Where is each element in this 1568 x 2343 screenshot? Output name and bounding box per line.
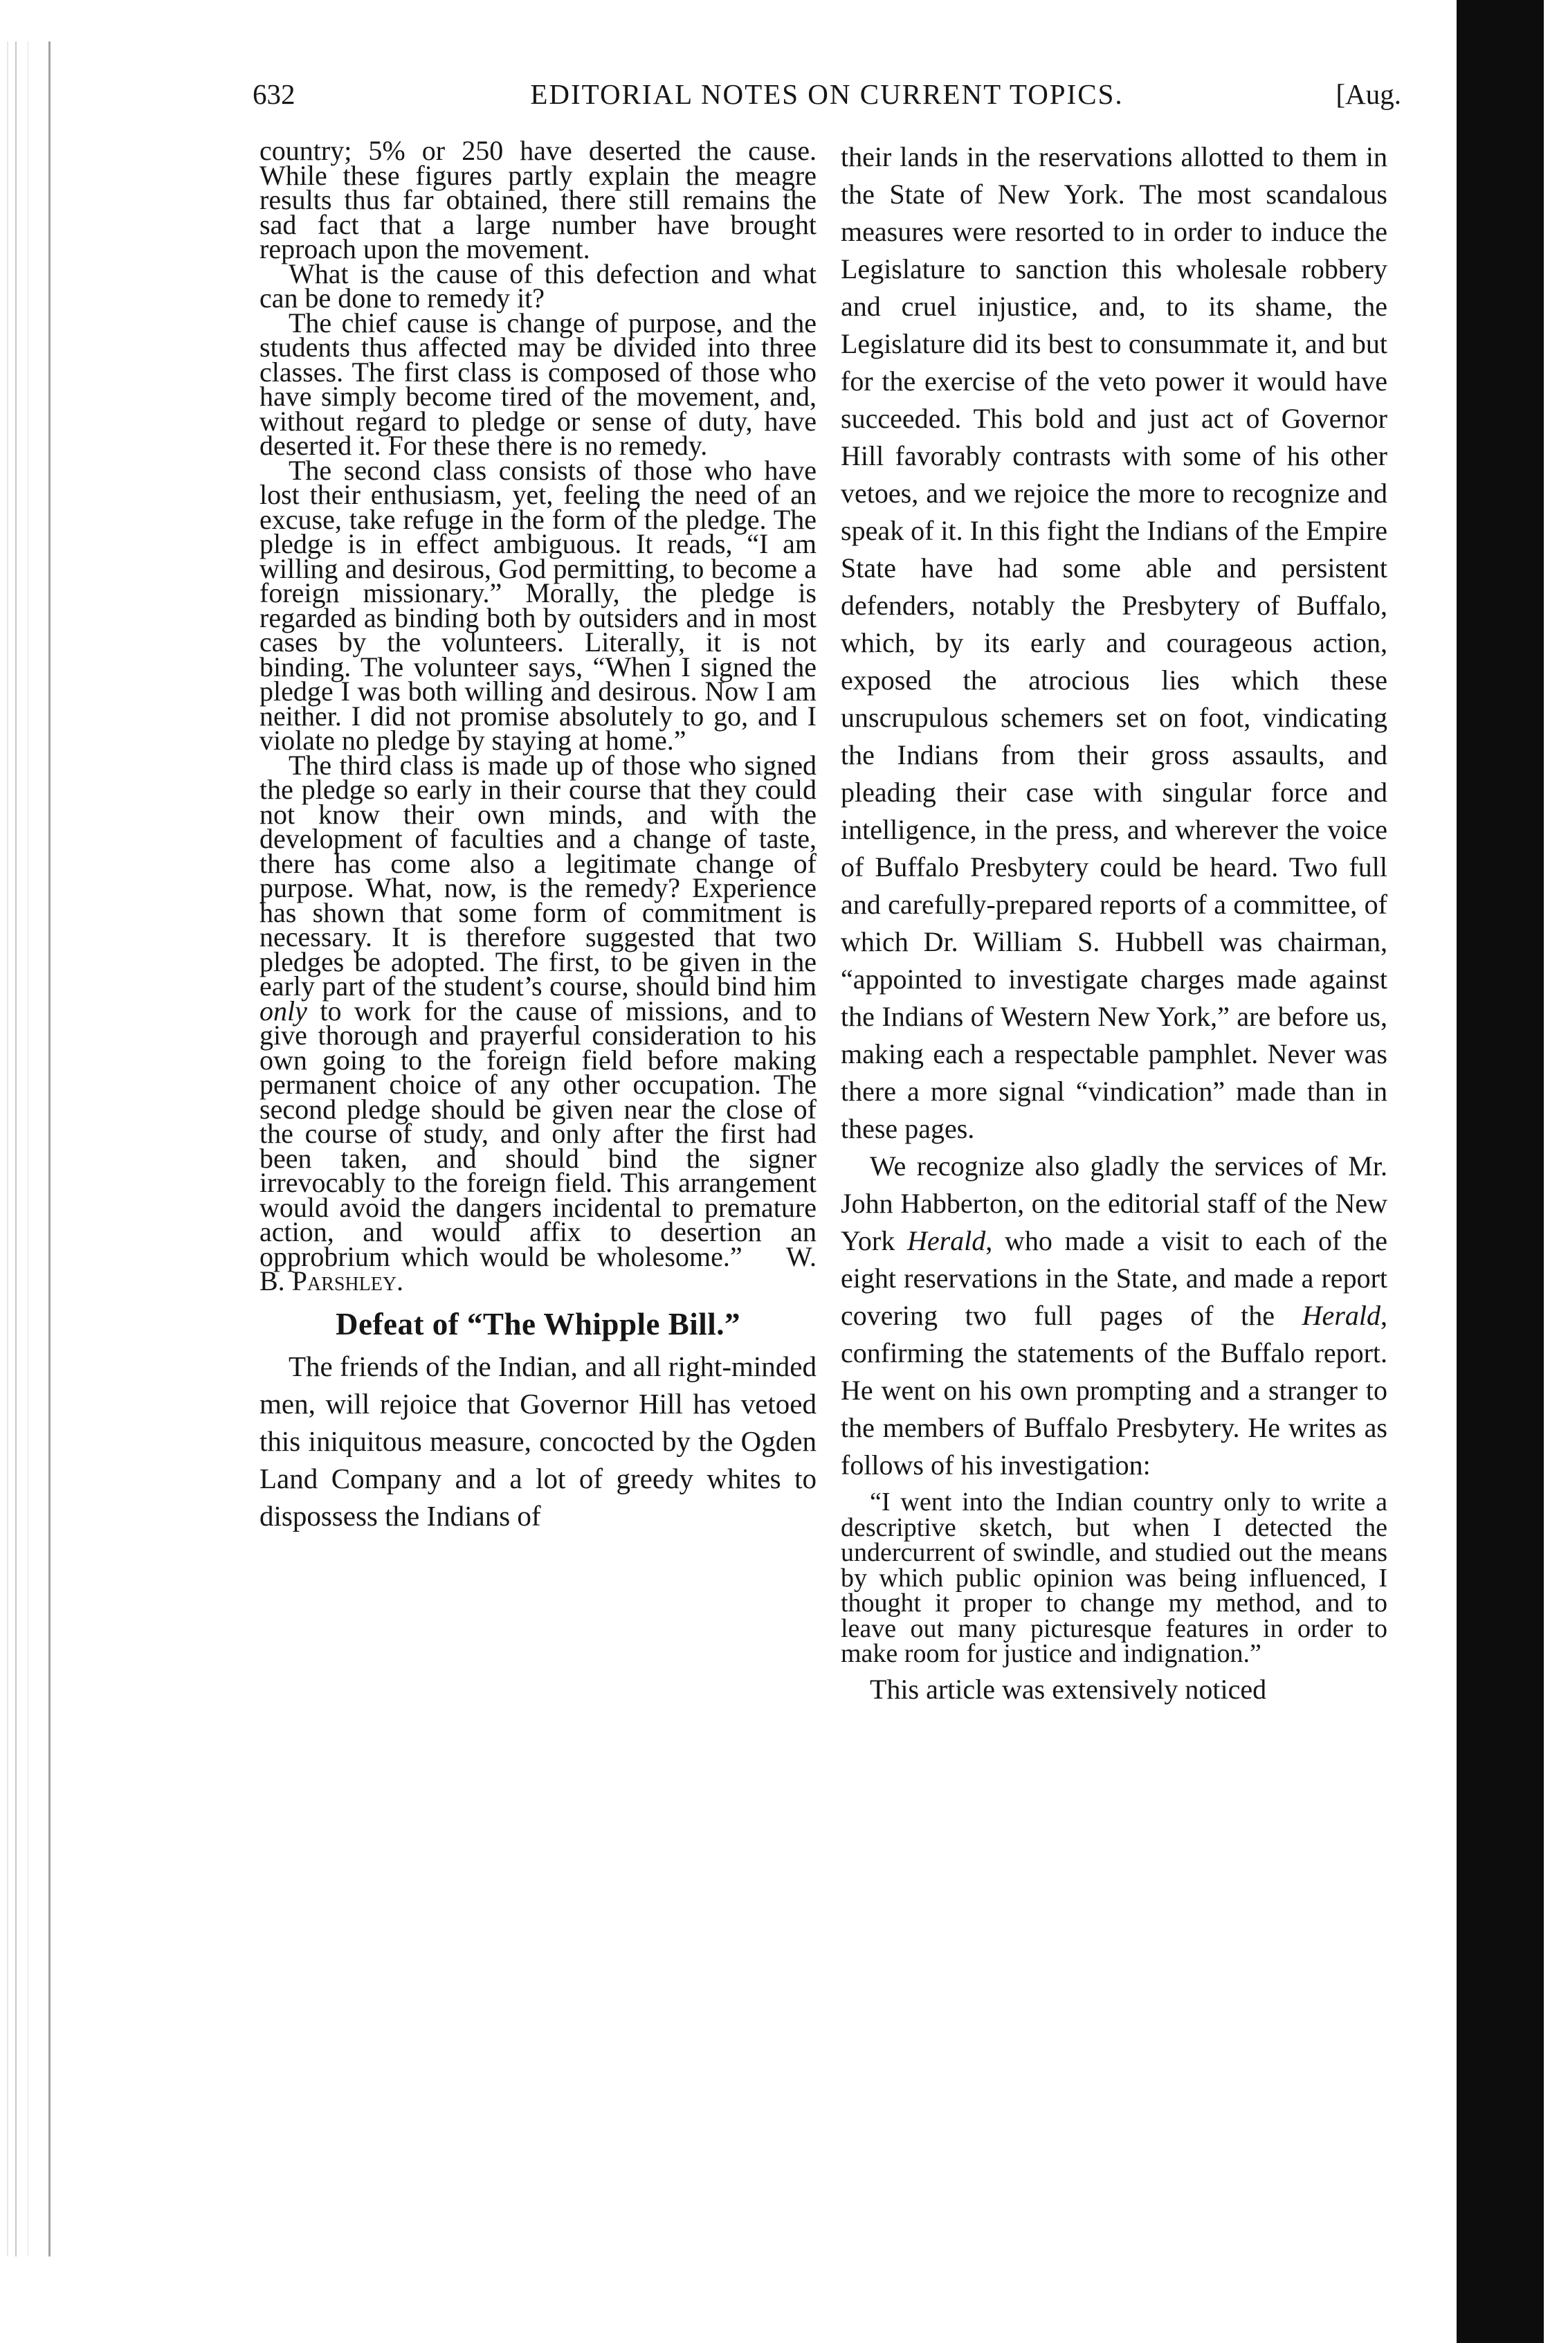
scan-border-bar: [1457, 0, 1544, 2343]
left-column: [259, 135, 817, 1535]
right-column: [841, 138, 1387, 1708]
issue-month: [Aug.: [1335, 78, 1401, 110]
running-header: [253, 78, 1401, 119]
paragraph: What is the cause of this defection and what can be done to remedy it?: [259, 257, 817, 314]
paragraph: This article was extensively noticed: [870, 1673, 1267, 1705]
italic-word: Herald: [906, 1225, 986, 1256]
author-signature: W. B. Parshley.: [259, 1240, 817, 1296]
paragraph: [259, 749, 817, 1296]
paragraph: The friends of the Indian, and all right-minded men, will rejoice that Governor Hill has vetoed this iniquitous measure, concocted by the Ogden Land Company and a lot of greedy whites to dispossess the Indians of: [259, 1350, 817, 1532]
text-run: We recognize also gladly the services of Mr. John Habberton, on the editorial staff of the New York: [841, 1150, 1387, 1256]
running-title: EDITORIAL NOTES ON CURRENT TOPICS.: [530, 78, 1124, 110]
text-run: to work for the cause of missions, and to give thorough and prayerful consideration to his own going to the foreign field before making permanent choice of any other occupation. The second pledge should be given near the close of the course of study, and only after the first had been taken, and should bind the signer irrevocably to the foreign field. This arrangement would avoid the dangers incidental to premature action, and would affix to desertion an opprobrium which would be wholesome.”: [259, 995, 817, 1272]
italic-word: Herald: [1302, 1300, 1380, 1331]
paragraph: country; 5% or 250 have deserted the cause. While these figures partly explain the meagre results thus far obtained, there still remains the sad fact that a large number have brought reproach upon the movement.: [259, 135, 817, 264]
paragraph: The chief cause is change of purpose, and the students thus affected may be divided into three classes. The first class is composed of those who have simply become tired of the movement, and, without regard to pledge or sense of duty, have deserted it. For these there is no remedy.: [259, 307, 817, 461]
paragraph: The second class consists of those who have lost their enthusiasm, yet, feeling the need of an excuse, take refuge in the form of the pledge. The pledge is in effect ambiguous. It reads, “I am willing and desirous, God permitting, to become a foreign missionary.” Morally, the pledge is regarded as binding both by outsiders and in most cases by the volunteers. Literally, it is not binding. The volunteer says, “When I signed the pledge I was both willing and desirous. Now I am neither. I did not promise absolutely to go, and I violate no pledge by staying at home.”: [259, 454, 817, 756]
block-quote: “I went into the Indian country only to write a descriptive sketch, but when I detected the undercurrent of swindle, and studied out the means by which public opinion was being influenced, I thought it proper to change my method, and to leave out many picturesque features in order to make room for justice and indignation.”: [841, 1487, 1387, 1668]
italic-word: only: [259, 995, 307, 1026]
paragraph: [841, 1148, 1387, 1484]
text-run: , confirming the statements of the Buffalo report. He went on his own prompting and a stranger to the members of Buffalo Presbytery. He writes as follows of his investigation:: [841, 1300, 1387, 1481]
text-run: , who made a visit to each of the eight reservations in the State, and made a report covering two full pages of the: [841, 1225, 1387, 1331]
section-heading: Defeat of “The Whipple Bill.”: [336, 1306, 740, 1341]
page-number: 632: [253, 78, 295, 110]
text-run: The third class is made up of those who signed the pledge so early in their course that they could not know their own minds, and with the development of faculties and a change of taste, there has come also a legitimate change of purpose. What, now, is the remedy? Experience has shown that some form of commitment is necessary. It is therefore suggested that two pledges be adopted. The first, to be given in the early part of the student’s course, should bind him: [259, 749, 817, 1002]
paragraph: their lands in the reservations allotted to them in the State of New York. The most scandalous measures were resorted to in order to induce the Legislature to sanction this wholesale robbery and cruel injustice, and, to its shame, the Legislature did its best to consummate it, and but for the exercise of the veto power it would have succeeded. This bold and just act of Governor Hill favorably contrasts with some of his other vetoes, and we rejoice the more to recognize and speak of it. In this fight the Indians of the Empire State have had some able and persistent defenders, notably the Presbytery of Buffalo, which, by its early and courageous action, exposed the atrocious lies which these unscrupulous schemers set on foot, vindicating the Indians from their gross assaults, and pleading their case with singular force and intelligence, in the press, and wherever the voice of Buffalo Presbytery could be heard. Two full and carefully-prepared reports of a committee, of which Dr. William S. Hubbell was chairman, “appointed to investigate charges made against the Indians of Western New York,” are before us, making each a respectable pamphlet. Never was there a more signal “vindication” made than in these pages.: [841, 141, 1387, 1144]
binding-edge-artifact: [0, 42, 64, 2256]
